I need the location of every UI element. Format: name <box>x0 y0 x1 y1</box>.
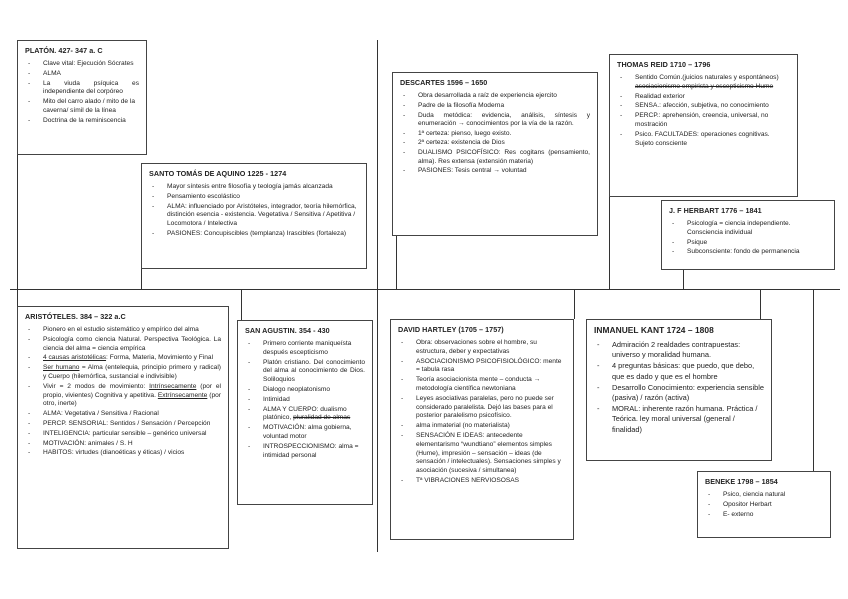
list-item: - La viuda psíquica es independiente del corpóreo <box>25 80 139 98</box>
list-item: - Teoría asociacionista mente – conducta → metodología científica newtoniana <box>398 376 566 394</box>
card-title: SANTO TOMÁS DE AQUINO 1225 - 1274 <box>149 169 287 178</box>
list-item: - DUALISMO PSICOFÍSICO: Res cogitans (pensamiento, alma). Res extensa (extensión materia) <box>400 149 590 167</box>
list-item: - Obra: observaciones sobre el hombre, su estructura, deber y expectativas <box>398 339 566 357</box>
underlined-text: Intrínsecamente <box>149 382 197 390</box>
list-item: - Desarrollo Conocimiento: experiencia sensible (pasiva) / razón (activa) <box>594 383 764 403</box>
list-item: - Psico, ciencia natural <box>705 491 823 500</box>
list-item: - MOTIVACIÓN: animales / S. H <box>25 440 221 449</box>
list-item: - 1ª certeza: pienso, luego existo. <box>400 130 590 139</box>
list-item: - Opositor Herbart <box>705 501 823 510</box>
list-item: - Platón cristiano. Del conocimiento del alma al conocimiento de Dios. Soliloquios <box>245 359 365 385</box>
list-item: - MORAL: inherente razón humana. Práctica / Teórica. ley moral universal (general / finalidad) <box>594 404 764 435</box>
list-item: - Subconsciente: fondo de permanencia <box>669 248 827 257</box>
card-title: PLATÓN. 427- 347 a. C <box>25 46 103 55</box>
connector-aristoteles <box>17 289 18 306</box>
timeline-horizontal-axis <box>10 289 840 290</box>
underlined-text: Ser humano <box>43 364 80 372</box>
list-item <box>25 383 221 409</box>
list-item: - ALMA: Vegetativa / Sensitiva / Racional <box>25 410 221 419</box>
list-item <box>245 406 365 424</box>
list-item: - Realidad exterior <box>617 93 790 102</box>
list-item: - PASIONES: Tesis central → voluntad <box>400 167 590 176</box>
list-item: - ALMA <box>25 70 139 79</box>
list-item: - SENSACIÓN E IDEAS: antecedente elementarismo “wundtiano” elementos simples (Hume), impresión – sensación – ideas (de sensación / intelectuales). Sensaciones simples y asociación (sucesiva / simultanea) <box>398 432 566 476</box>
connector-hartley <box>574 289 575 319</box>
list-item: - Pensamiento escolástico <box>149 193 359 202</box>
connector-aquino <box>141 269 142 289</box>
list-item: - Tª VIBRACIONES NERVIOSOSAS <box>398 477 566 486</box>
card-title: INMANUEL KANT 1724 – 1808 <box>594 325 714 335</box>
list-item: - INTROSPECCIONISMO: alma = intimidad personal <box>245 443 365 461</box>
underlined-text: 4 causas aristotélicas <box>43 354 107 362</box>
list-item <box>25 354 221 363</box>
list-item: - Intimidad <box>245 396 365 405</box>
item-text: ALMA Y CUERPO: dualismo platónico, <box>263 405 347 422</box>
card-title: THOMAS REID 1710 – 1796 <box>617 60 711 69</box>
card-title: BENEKE 1798 – 1854 <box>705 477 778 486</box>
list-item: - Admiración 2 realdades contrapuestas: universo y moralidad humana. <box>594 340 764 360</box>
item-text: = Alma (entelequia, principio primero y radical) y Cuerpo (hilemórfica, sustancial e indivisible) <box>43 364 221 380</box>
list-item: - Padre de la filosofía Moderna <box>400 102 590 111</box>
timeline-vertical-axis <box>377 40 378 552</box>
list-item: - ASOCIACIONISMO PSICOFISIOLÓGICO: mente = tabula rasa <box>398 358 566 376</box>
list-item: - Mayor síntesis entre filosofía y teología jamás alcanzada <box>149 183 359 192</box>
card-herbart <box>661 200 835 270</box>
list-item: - 2ª certeza: existencia de Dios <box>400 139 590 148</box>
struck-text: pluralidad de almas <box>293 414 351 422</box>
list-item <box>25 364 221 382</box>
card-descartes <box>392 72 598 236</box>
connector-platon <box>17 155 18 289</box>
list-item: - Obra desarrollada a raíz de experiencia ejercito <box>400 92 590 101</box>
reid-struck-text: asociacionismo empirista y escepticismo Hume <box>635 82 774 90</box>
list-item: - Duda metódica: evidencia, análisis, síntesis y enumeración → conocimientos por la vía de la razón. <box>400 112 590 130</box>
card-title: ARISTÓTELES. 384 – 322 a.C <box>25 312 126 321</box>
card-aquino <box>141 163 367 269</box>
list-item: - alma inmaterial (no materialista) <box>398 422 566 431</box>
connector-reid <box>609 197 610 289</box>
list-item: - Clave vital: Ejecución Sócrates <box>25 60 139 69</box>
card-agustin <box>237 320 373 505</box>
card-title: SAN AGUSTIN. 354 - 430 <box>245 326 330 335</box>
list-item: - Psico. FACULTADES: operaciones cognitivas. Sujeto consciente <box>617 131 790 149</box>
list-item: - Psicología = ciencia independiente. Consciencia individual <box>669 220 827 238</box>
list-item: - PASIONES: Concupiscibles (templanza) Irascibles (fortaleza) <box>149 230 359 239</box>
list-item: - ALMA: influenciado por Aristóteles, integrador, teoría hilemórfica, distinción esencia - existencia. Vegetativa / Sensitiva / Apetitiva / Locomotora / Intelectiva <box>149 203 359 229</box>
item-text: : Forma, Materia, Movimiento y Final <box>106 354 214 362</box>
list-item: - Mito del carro alado / mito de la caverna/ símil de la línea <box>25 98 139 116</box>
card-title: DAVID HARTLEY (1705 – 1757) <box>398 325 504 334</box>
list-item: - Doctrina de la reminiscencia <box>25 117 139 126</box>
connector-herbart <box>683 270 684 289</box>
card-title: DESCARTES 1596 – 1650 <box>400 78 488 87</box>
list-item: - Pionero en el estudio sistemático y empírico del alma <box>25 326 221 335</box>
list-item: - INTELIGENCIA: particular sensible – genérico universal <box>25 430 221 439</box>
card-kant <box>586 319 772 461</box>
list-item: - SENSA.: afección, subjetiva, no conocimiento <box>617 102 790 111</box>
item-text: Vivir = 2 modos de movimiento: <box>43 382 150 390</box>
card-reid <box>609 54 798 197</box>
list-item <box>617 74 790 92</box>
underlined-text: Extrínsecamente <box>157 391 208 399</box>
connector-descartes <box>396 236 397 289</box>
card-aristoteles <box>17 306 229 549</box>
connector-agustin <box>241 289 242 320</box>
list-item: - MOTIVACIÓN: alma gobierna, voluntad motor <box>245 424 365 442</box>
connector-beneke <box>813 289 814 471</box>
list-item: - Psicología como ciencia Natural. Perspectiva Teológica. La ciencia del alma = ciencia empírica <box>25 336 221 354</box>
card-beneke <box>697 471 831 538</box>
list-item: - 4 preguntas básicas: que puedo, que debo, que es dado y que es el hombre <box>594 361 764 381</box>
card-title: J. F HERBART 1776 – 1841 <box>669 206 762 215</box>
card-platon <box>17 40 147 155</box>
list-item: - Leyes asociativas paralelas, pero no puede ser considerado paralelista. Dejó las bases para el posterior paralelismo psicofísico. <box>398 395 566 421</box>
list-item: - Primero corriente maniqueísta después escepticismo <box>245 340 365 358</box>
reid-item-text: Sentido Común.(juicios naturales y espontáneos) <box>635 74 779 81</box>
list-item: - PERCP.: aprehensión, creencia, universal, no mostración <box>617 112 790 130</box>
list-item: - HABITOS: virtudes (dianoéticas y éticas) / vicios <box>25 449 221 458</box>
list-item: - Dialogo neoplatonismo <box>245 386 365 395</box>
list-item: - Psique <box>669 239 827 248</box>
connector-kant <box>760 289 761 319</box>
list-item: - PERCP. SENSORIAL: Sentidos / Sensación / Percepción <box>25 420 221 429</box>
list-item: - E- externo <box>705 511 823 520</box>
item-text: (por el propio, vivientes) Cognitiva y apetitiva. <box>43 382 221 399</box>
item-text: (por otro, inerte) <box>43 391 221 408</box>
card-hartley <box>390 319 574 540</box>
